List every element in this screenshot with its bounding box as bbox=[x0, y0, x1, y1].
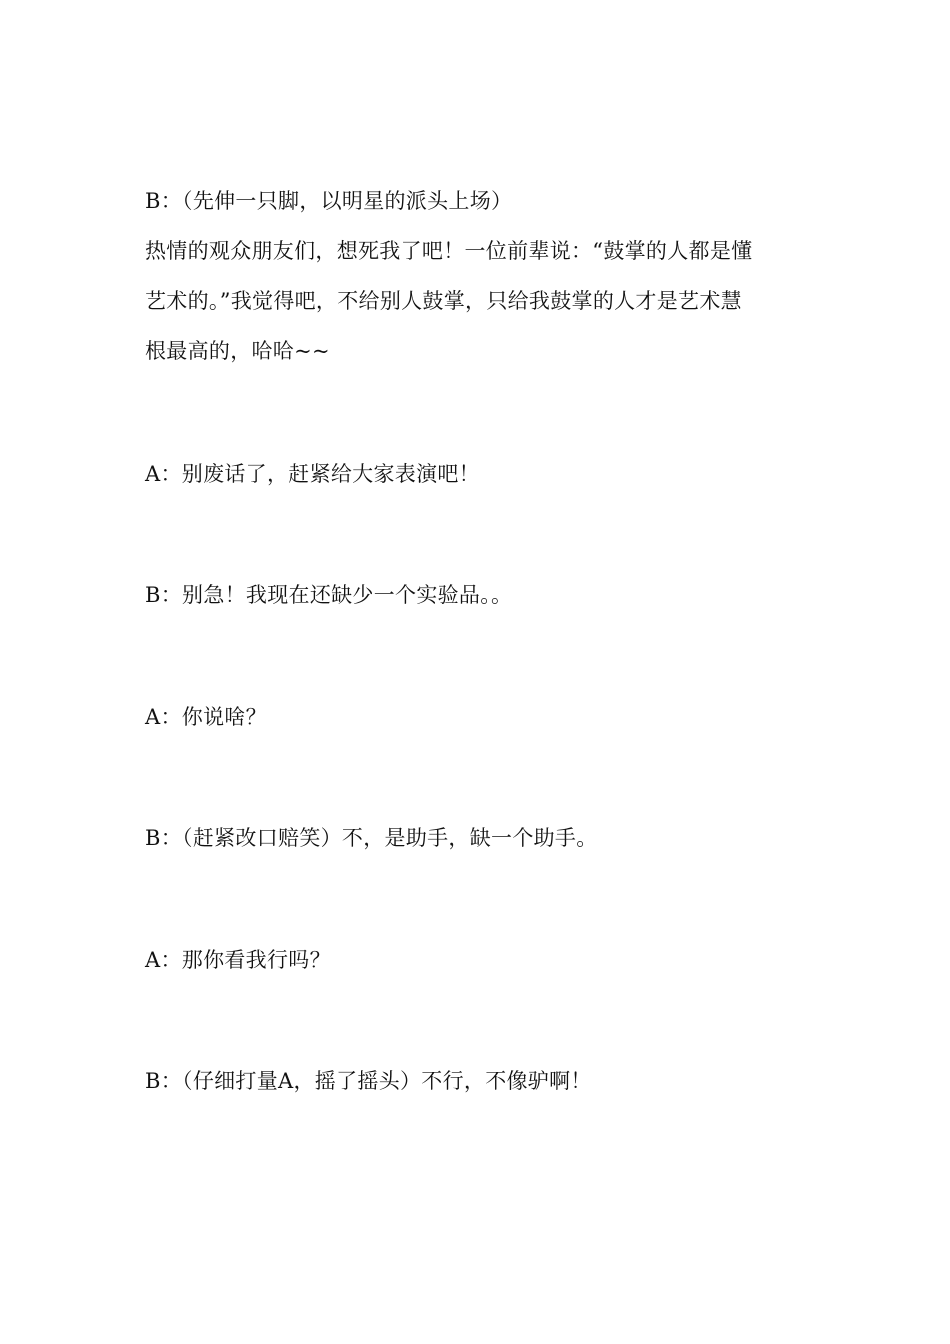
paragraph-line-2: 艺术的。”我觉得吧，不给别人鼓掌，只给我鼓掌的人才是艺术慧 bbox=[145, 289, 742, 313]
dialogue-line-b-2: B：（赶紧改口赔笑）不，是助手，缺一个助手。 bbox=[145, 826, 598, 850]
dialogue-line-b-3: B：（仔细打量A，摇了摇头）不行，不像驴啊！ bbox=[145, 1069, 592, 1093]
paragraph-line-3: 根最高的，哈哈~~ bbox=[145, 339, 330, 363]
dialogue-line-a-3: A：那你看我行吗？ bbox=[145, 948, 331, 972]
dialogue-line-a-2: A：你说啥？ bbox=[145, 705, 267, 729]
paragraph-line-1: 热情的观众朋友们，想死我了吧！一位前辈说：“鼓掌的人都是懂 bbox=[145, 239, 753, 263]
dialogue-line-a-1: A：别废话了，赶紧给大家表演吧！ bbox=[145, 462, 480, 486]
dialogue-line-b-entrance: B：（先伸一只脚，以明星的派头上场） bbox=[145, 189, 513, 213]
dialogue-line-b-1: B：别急！我现在还缺少一个实验品。。 bbox=[145, 583, 513, 607]
